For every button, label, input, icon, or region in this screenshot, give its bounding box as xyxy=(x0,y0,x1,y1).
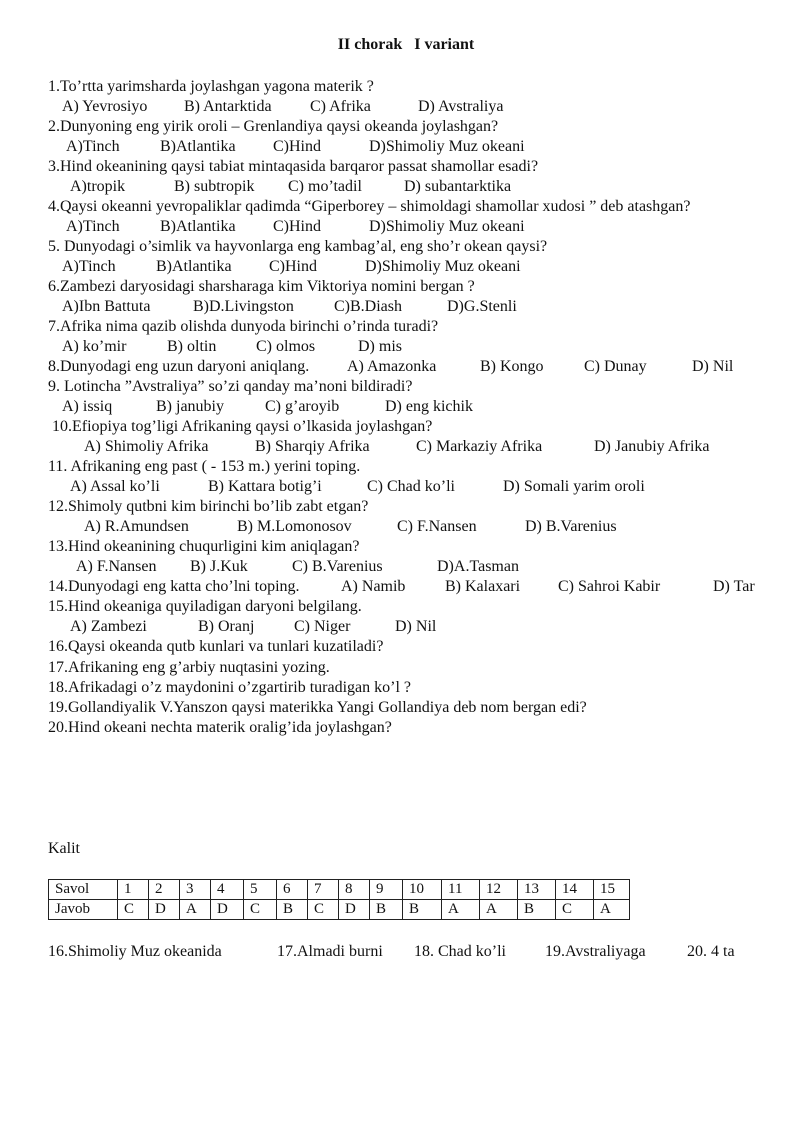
option-d: D) Nil xyxy=(692,358,734,375)
options-13 xyxy=(76,557,519,577)
options-2 xyxy=(66,137,525,157)
options-11 xyxy=(70,477,645,497)
question-1: 1.To’rtta yarimsharda joylashgan yagona materik ? xyxy=(48,78,374,95)
table-cell: 10 xyxy=(403,880,442,900)
table-cell: 2 xyxy=(149,880,180,900)
table-cell: 7 xyxy=(308,880,339,900)
question-15: 15.Hind okeaniga quyiladigan daryoni belgilang. xyxy=(48,598,362,615)
option-c: C) Dunay xyxy=(584,358,647,375)
option-b: B) M.Lomonosov xyxy=(237,518,352,535)
table-cell: B xyxy=(277,900,308,920)
open-answer-18: 18. Chad ko’li xyxy=(414,943,506,960)
option-c: C) Chad ko’li xyxy=(367,478,455,495)
option-d: D)Shimoliy Muz okeani xyxy=(369,138,525,155)
question-7: 7.Afrika nima qazib olishda dunyoda birinchi o’rinda turadi? xyxy=(48,318,439,335)
open-answer-17: 17.Almadi burni xyxy=(277,943,383,960)
question-18: 18.Afrikadagi o’z maydonini o’zgartirib turadigan ko’l ? xyxy=(48,679,411,696)
table-cell: A xyxy=(594,900,630,920)
option-b: B) subtropik xyxy=(174,178,255,195)
question-19: 19.Gollandiyalik V.Yanszon qaysi materikka Yangi Gollandiya deb nom bergan edi? xyxy=(48,699,587,716)
option-d: D) mis xyxy=(358,338,402,355)
open-answer-20: 20. 4 ta xyxy=(687,943,735,960)
question-14: 14.Dunyodagi eng katta cho’lni toping. xyxy=(48,578,300,595)
table-cell: 15 xyxy=(594,880,630,900)
option-b: B)Atlantika xyxy=(156,258,232,275)
option-c: C) olmos xyxy=(256,338,316,355)
table-row xyxy=(49,880,630,900)
table-cell: 4 xyxy=(211,880,244,900)
option-b: B) janubiy xyxy=(156,398,224,415)
table-cell: A xyxy=(480,900,518,920)
table-cell: D xyxy=(339,900,370,920)
option-d: D) B.Varenius xyxy=(525,518,617,535)
option-a: A) Shimoliy Afrika xyxy=(84,438,209,455)
option-c: C) Niger xyxy=(294,618,351,635)
question-20: 20.Hind okeani nechta materik oralig’ida joylashgan? xyxy=(48,719,392,736)
option-c: C) Afrika xyxy=(310,98,371,115)
option-a: A) F.Nansen xyxy=(76,558,157,575)
option-c: C)Hind xyxy=(269,258,317,275)
options-10 xyxy=(84,437,710,457)
option-b: B)Atlantika xyxy=(160,218,236,235)
question-11: 11. Afrikaning eng past ( - 153 m.) yerini toping. xyxy=(48,458,361,475)
question-13: 13.Hind okeanining chuqurligini kim aniqlagan? xyxy=(48,538,360,555)
options-5 xyxy=(62,257,521,277)
table-cell: 9 xyxy=(370,880,403,900)
option-a: A) Amazonka xyxy=(347,358,437,375)
question-4: 4.Qaysi okeanni yevropaliklar qadimda “Giperborey – shimoldagi shamollar xudosi ” deb atashgan? xyxy=(48,198,691,215)
question-10: 10.Efiopiya tog’ligi Afrikaning qaysi o’lkasida joylashgan? xyxy=(52,418,433,435)
option-c: C) F.Nansen xyxy=(397,518,477,535)
options-9 xyxy=(62,397,473,417)
option-d: D) Janubiy Afrika xyxy=(594,438,710,455)
option-a: A) Namib xyxy=(341,578,406,595)
question-5: 5. Dunyodagi o’simlik va hayvonlarga eng kambag’al, eng sho’r okean qaysi? xyxy=(48,238,548,255)
option-d: D)Shimoliy Muz okeani xyxy=(369,218,525,235)
table-cell: 8 xyxy=(339,880,370,900)
table-cell: C xyxy=(244,900,277,920)
option-a: A) issiq xyxy=(62,398,113,415)
option-c: C) mo’tadil xyxy=(288,178,362,195)
option-b: B) J.Kuk xyxy=(190,558,248,575)
option-a: A)Tinch xyxy=(62,258,116,275)
option-d: D)Shimoliy Muz okeani xyxy=(365,258,521,275)
table-cell: 12 xyxy=(480,880,518,900)
question-12: 12.Shimoly qutbni kim birinchi bo’lib zabt etgan? xyxy=(48,498,369,515)
option-d: D) Tar xyxy=(713,578,755,595)
option-d: D) Nil xyxy=(395,618,437,635)
question-17: 17.Afrikaning eng g’arbiy nuqtasini yozing. xyxy=(48,659,330,676)
table-cell: C xyxy=(556,900,594,920)
option-c: C) Sahroi Kabir xyxy=(558,578,661,595)
option-d: D) Somali yarim oroli xyxy=(503,478,645,495)
options-12 xyxy=(84,517,617,537)
option-b: B) Sharqiy Afrika xyxy=(255,438,370,455)
option-a: A) Assal ko’li xyxy=(70,478,160,495)
option-d: D)G.Stenli xyxy=(447,298,517,315)
question-2: 2.Dunyoning eng yirik oroli – Grenlandiya qaysi okeanda joylashgan? xyxy=(48,118,499,135)
option-c: C) B.Varenius xyxy=(292,558,383,575)
option-c: C) g’aroyib xyxy=(265,398,340,415)
table-cell: C xyxy=(118,900,149,920)
table-cell: 5 xyxy=(244,880,277,900)
table-cell: 6 xyxy=(277,880,308,900)
table-cell: 13 xyxy=(518,880,556,900)
option-a: A) Zambezi xyxy=(70,618,147,635)
table-cell: Javob xyxy=(49,900,118,920)
option-d: D) subantarktika xyxy=(404,178,512,195)
options-7 xyxy=(62,337,402,357)
open-answer-16: 16.Shimoliy Muz okeanida xyxy=(48,943,222,960)
options-4 xyxy=(66,217,525,237)
table-row xyxy=(49,900,630,920)
table-cell: 14 xyxy=(556,880,594,900)
open-answer-19: 19.Avstraliyaga xyxy=(545,943,646,960)
option-b: B)D.Livingston xyxy=(193,298,294,315)
option-c: C)Hind xyxy=(273,138,321,155)
option-d: D) Avstraliya xyxy=(418,98,504,115)
option-b: B) Antarktida xyxy=(184,98,272,115)
option-a: A)Ibn Battuta xyxy=(62,298,151,315)
table-cell: B xyxy=(403,900,442,920)
option-d: D) eng kichik xyxy=(385,398,473,415)
options-3 xyxy=(70,177,511,197)
table-cell: Savol xyxy=(49,880,118,900)
open-answers xyxy=(48,943,735,961)
option-a: A) ko’mir xyxy=(62,338,127,355)
option-b: B)Atlantika xyxy=(160,138,236,155)
table-cell: A xyxy=(180,900,211,920)
question-6: 6.Zambezi daryosidagi sharsharaga kim Viktoriya nomini bergan ? xyxy=(48,278,475,295)
answer-key-label: Kalit xyxy=(48,840,80,857)
table-cell: C xyxy=(308,900,339,920)
table-cell: 11 xyxy=(442,880,480,900)
options-15 xyxy=(70,617,436,637)
option-b: B) Kongo xyxy=(480,358,544,375)
page-title: II chorak I variant xyxy=(337,36,475,53)
options-1 xyxy=(62,97,503,117)
option-b: B) oltin xyxy=(167,338,217,355)
option-a: A) Yevrosiyo xyxy=(62,98,148,115)
table-cell: B xyxy=(370,900,403,920)
option-a: A)tropik xyxy=(70,178,126,195)
option-b: B) Oranj xyxy=(198,618,255,635)
option-c: C)Hind xyxy=(273,218,321,235)
option-a: A)Tinch xyxy=(66,218,120,235)
question-16: 16.Qaysi okeanda qutb kunlari va tunlari kuzatiladi? xyxy=(48,638,384,655)
table-cell: A xyxy=(442,900,480,920)
options-14 xyxy=(341,577,755,597)
option-c: C) Markaziy Afrika xyxy=(416,438,543,455)
option-b: B) Kalaxari xyxy=(445,578,521,595)
option-c: C)B.Diash xyxy=(334,298,402,315)
question-3: 3.Hind okeanining qaysi tabiat mintaqasida barqaror passat shamollar esadi? xyxy=(48,158,539,175)
table-cell: 1 xyxy=(118,880,149,900)
options-8 xyxy=(347,357,733,377)
question-9: 9. Lotincha ”Avstraliya” so’zi qanday ma’noni bildiradi? xyxy=(48,378,413,395)
option-a: A)Tinch xyxy=(66,138,120,155)
option-b: B) Kattara botig’i xyxy=(208,478,322,495)
table-cell: D xyxy=(149,900,180,920)
answer-key-table xyxy=(48,879,630,920)
question-8: 8.Dunyodagi eng uzun daryoni aniqlang. xyxy=(48,358,310,375)
table-cell: B xyxy=(518,900,556,920)
table-cell: 3 xyxy=(180,880,211,900)
option-a: A) R.Amundsen xyxy=(84,518,189,535)
options-6 xyxy=(62,297,517,317)
option-d: D)A.Tasman xyxy=(437,558,519,575)
table-cell: D xyxy=(211,900,244,920)
